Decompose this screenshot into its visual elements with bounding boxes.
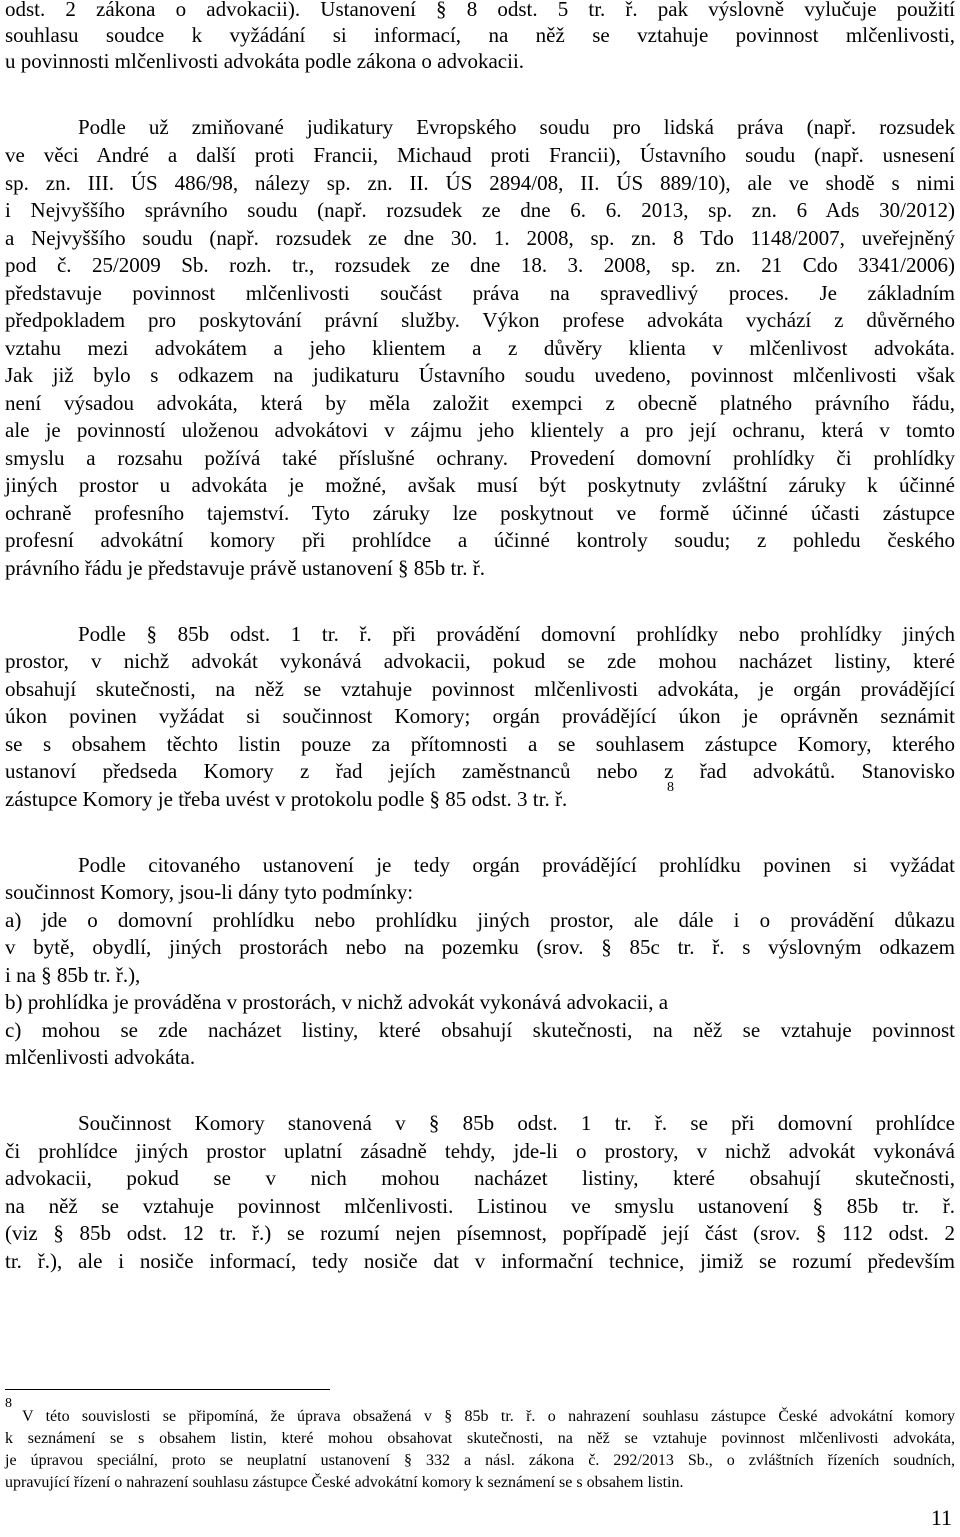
p5-line-6: tr. ř.), ale i nosiče informací, tedy nosiče dat v informační technice, jimiž se rozumí především	[5, 1249, 955, 1273]
p2-line-10: Jak již bylo s odkazem na judikaturu Ústavního soudu uvedeno, povinnost mlčenlivosti však	[5, 363, 955, 387]
p3-line-3: obsahují skutečnosti, na něž se vztahuje povinnost mlčenlivosti advokáta, je orgán provádějící	[5, 677, 955, 701]
p2-line-11: není výsadou advokáta, která by měla založit exempci z obecně platného právního řádu,	[5, 391, 955, 415]
p5-line-2: či prohlídce jiných prostor uplatní zásadně tehdy, jde-li o prostory, v nichž advokát vykonává	[5, 1139, 955, 1163]
p4-line-6: b) prohlídka je prováděna v prostorách, v nichž advokát vykonává advokacii, a	[5, 990, 669, 1014]
page-number: 11	[930, 1505, 952, 1530]
footnote-line-3: je úpravou speciální, proto se neuplatní ustanovení § 332 a násl. zákona č. 292/2013 Sb., o zvláštních řízeních soudních,	[5, 1452, 955, 1469]
p2-line-14: jiných prostor u advokáta je možné, avšak musí být poskytnuty zvláštní záruky k účinné	[5, 473, 955, 497]
p3-line-6: ustanoví předseda Komory z řad jejích zaměstnanců nebo z řad advokátů. Stanovisko	[5, 759, 955, 783]
p2-line-9: vztahu mezi advokátem a jeho klientem a z důvěry klienta v mlčenlivost advokáta.	[5, 336, 955, 360]
p4-line-7: c) mohou se zde nacházet listiny, které obsahují skutečnosti, na něž se vztahuje povinnost	[5, 1018, 955, 1042]
footnote-line-1: V této souvislosti se připomíná, že úprava obsažená v § 85b tr. ř. o nahrazení souhlasu zástupce České advokátní komory	[22, 1408, 955, 1425]
p4-line-8: mlčenlivosti advokáta.	[5, 1045, 196, 1069]
p2-line-13: smyslu a rozsahu požívá také příslušné ochrany. Provedení domovní prohlídky či prohlídky	[5, 446, 955, 470]
p2-line-7: představuje povinnost mlčenlivosti součást práva na spravedlivý proces. Je základním	[5, 281, 955, 305]
p4-line-4: v bytě, obydlí, jiných prostorách nebo na pozemku (srov. § 85c tr. ř. s výslovným odkazem	[5, 935, 955, 959]
p3-line-1: Podle § 85b odst. 1 tr. ř. při provádění domovní prohlídky nebo prohlídky jiných	[78, 622, 955, 646]
footnote-reference[interactable]: 8	[667, 780, 674, 795]
p2-line-3: sp. zn. III. ÚS 486/98, nálezy sp. zn. II. ÚS 2894/08, II. ÚS 889/10), ale ve shodě s nimi	[5, 171, 955, 195]
footnote-separator	[5, 1389, 330, 1390]
p4-line-2: součinnost Komory, jsou-li dány tyto podmínky:	[5, 880, 414, 904]
p1-line-1: odst. 2 zákona o advokacii). Ustanovení § 8 odst. 5 tr. ř. pak výslovně vylučuje použití	[5, 0, 955, 21]
p2-line-6: pod č. 25/2009 Sb. rozh. tr., rozsudek ze dne 18. 3. 2008, sp. zn. 21 Cdo 3341/2006)	[5, 253, 955, 277]
p2-line-15: ochraně profesního tajemství. Tyto záruky lze poskytnout ve formě účinné účasti zástupce	[5, 501, 955, 525]
p2-line-16: profesní advokátní komory při prohlídce a účinné kontroly soudu; z pohledu českého	[5, 528, 955, 552]
p4-line-5: i na § 85b tr. ř.),	[5, 963, 141, 987]
p2-line-1: Podle už zmiňované judikatury Evropského soudu pro lidská práva (např. rozsudek	[78, 115, 955, 139]
p2-line-5: a Nejvyššího soudu (např. rozsudek ze dne 30. 1. 2008, sp. zn. 8 Tdo 1148/2007, uveřejněný	[5, 226, 955, 250]
p5-line-4: na něž se vztahuje povinnost mlčenlivosti. Listinou ve smyslu ustanovení § 85b tr. ř.	[5, 1194, 955, 1218]
p3-line-7: zástupce Komory je třeba uvést v protokolu podle § 85 odst. 3 tr. ř.	[5, 787, 568, 811]
p3-line-4: úkon povinen vyžádat si součinnost Komory; orgán provádějící úkon je oprávněn seznámit	[5, 704, 955, 728]
footnote-line-2: k seznámení se s obsahem listin, které mohou obsahovat skutečnosti, na něž se vztahuje povinnost mlčenlivosti advokáta,	[5, 1430, 955, 1447]
p3-line-2: prostor, v nichž advokát vykonává advokacii, pokud se zde mohou nacházet listiny, které	[5, 649, 955, 673]
p2-line-8: předpokladem pro poskytování právní služby. Výkon profese advokáta vychází z důvěrného	[5, 308, 955, 332]
p2-line-17: právního řádu je představuje právě ustanovení § 85b tr. ř.	[5, 556, 485, 580]
p2-line-4: i Nejvyššího správního soudu (např. rozsudek ze dne 6. 6. 2013, sp. zn. 6 Ads 30/2012)	[5, 198, 955, 222]
p4-line-3: a) jde o domovní prohlídku nebo prohlídku jiných prostor, ale dále i o provádění důkazu	[5, 908, 955, 932]
p5-line-3: advokacii, pokud se v nich mohou nacházet listiny, které obsahují skutečnosti,	[5, 1166, 955, 1190]
p2-line-12: ale je povinností uloženou advokátovi v zájmu jeho klientely a pro její ochranu, která v tomto	[5, 418, 955, 442]
p1-line-3: u povinnosti mlčenlivosti advokáta podle zákona o advokacii.	[5, 49, 525, 73]
p5-line-1: Součinnost Komory stanovená v § 85b odst. 1 tr. ř. se při domovní prohlídce	[78, 1111, 955, 1135]
p5-line-5: (viz § 85b odst. 12 tr. ř.) se rozumí nejen písemnost, popřípadě její část (srov. § 112 odst. 2	[5, 1221, 955, 1245]
p3-line-5: se s obsahem těchto listin pouze za přítomnosti a se souhlasem zástupce Komory, kterého	[5, 732, 955, 756]
p2-line-2: ve věci André a další proti Francii, Michaud proti Francii), Ústavního soudu (např. usnesení	[5, 143, 955, 167]
footnote-number: 8	[5, 1396, 12, 1411]
footnote-line-4: upravující řízení o nahrazení souhlasu zástupce České advokátní komory k seznámení se s obsahem listin.	[5, 1474, 684, 1491]
p1-line-2: souhlasu soudce k vyžádání si informací, na něž se vztahuje povinnost mlčenlivosti,	[5, 23, 955, 47]
p4-line-1: Podle citovaného ustanovení je tedy orgán provádějící prohlídku povinen si vyžádat	[78, 853, 955, 877]
